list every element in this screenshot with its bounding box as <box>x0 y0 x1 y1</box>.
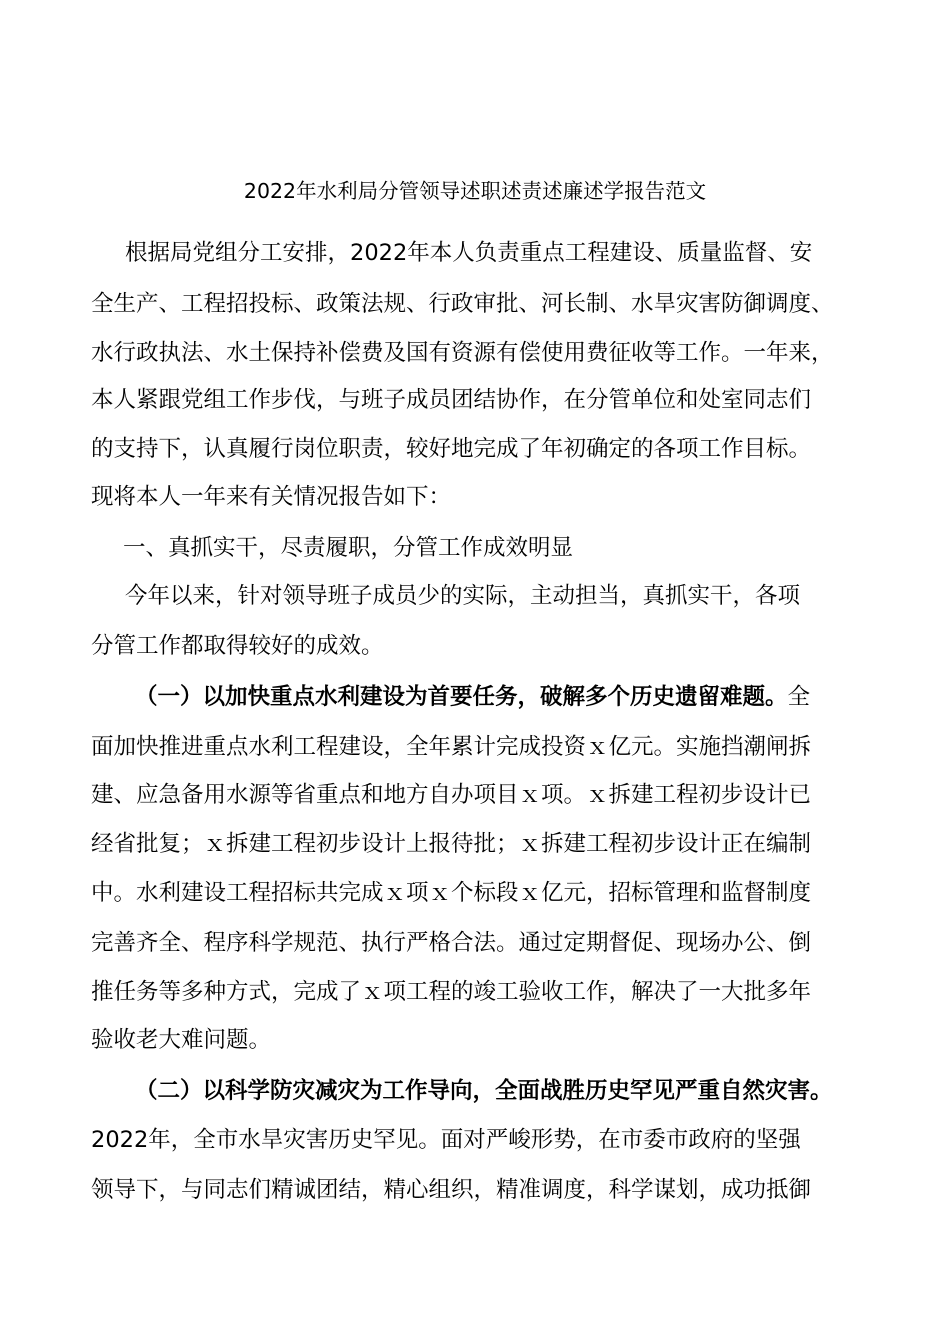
intro-line: 的支持下，认真履行岗位职责，较好地完成了年初确定的各项工作目标。 <box>91 436 812 462</box>
section-heading: 一、真抓实干，尽责履职，分管工作成效明显 <box>123 535 574 561</box>
intro-line: 全生产、工程招投标、政策法规、行政审批、河长制、水旱灾害防御调度、 <box>91 291 834 317</box>
subsection-1-line: 面加快推进重点水利工程建设，全年累计完成投资ｘ亿元。实施挡潮闸拆 <box>91 734 812 760</box>
subsection-1-line: 完善齐全、程序科学规范、执行严格合法。通过定期督促、现场办公、倒 <box>91 930 812 956</box>
subsection-1-first-line-rest: 全 <box>787 684 811 710</box>
section-line: 分管工作都取得较好的成效。 <box>91 633 384 659</box>
intro-line: 水行政执法、水土保持补偿费及国有资源有偿使用费征收等工作。一年来， <box>91 340 834 366</box>
intro-line: 根据局党组分工安排，2022年本人负责重点工程建设、质量监督、安 <box>125 240 813 266</box>
document-title: 2022年水利局分管领导述职述责述廉述学报告范文 <box>243 179 707 203</box>
subsection-1-line: 推任务等多种方式，完成了ｘ项工程的竣工验收工作，解决了一大批多年 <box>91 979 812 1005</box>
subsection-1-line: 经省批复；ｘ拆建工程初步设计上报待批；ｘ拆建工程初步设计正在编制 <box>91 831 812 857</box>
intro-line: 现将本人一年来有关情况报告如下： <box>91 484 452 510</box>
subsection-2-line: 2022年，全市水旱灾害历史罕见。面对严峻形势，在市委市政府的坚强 <box>91 1127 801 1153</box>
subsection-1-line: 中。水利建设工程招标共完成ｘ项ｘ个标段ｘ亿元，招标管理和监督制度 <box>91 880 812 906</box>
subsection-2-heading: （二）以科学防灾减灾为工作导向，全面战胜历史罕见严重自然灾害。 <box>135 1078 833 1104</box>
subsection-1-heading: （一）以加快重点水利建设为首要任务，破解多个历史遗留难题。 <box>135 684 788 710</box>
subsection-1-first-line <box>135 682 915 712</box>
subsection-1-line: 验收老大难问题。 <box>91 1027 272 1053</box>
section-line: 今年以来，针对领导班子成员少的实际，主动担当，真抓实干，各项 <box>125 583 801 609</box>
subsection-2-line: 领导下，与同志们精诚团结，精心组织，精准调度，科学谋划，成功抵御 <box>91 1177 812 1203</box>
subsection-1-line: 建、应急备用水源等省重点和地方自办项目ｘ项。ｘ拆建工程初步设计已 <box>91 782 812 808</box>
intro-line: 本人紧跟党组工作步伐，与班子成员团结协作，在分管单位和处室同志们 <box>91 387 812 413</box>
